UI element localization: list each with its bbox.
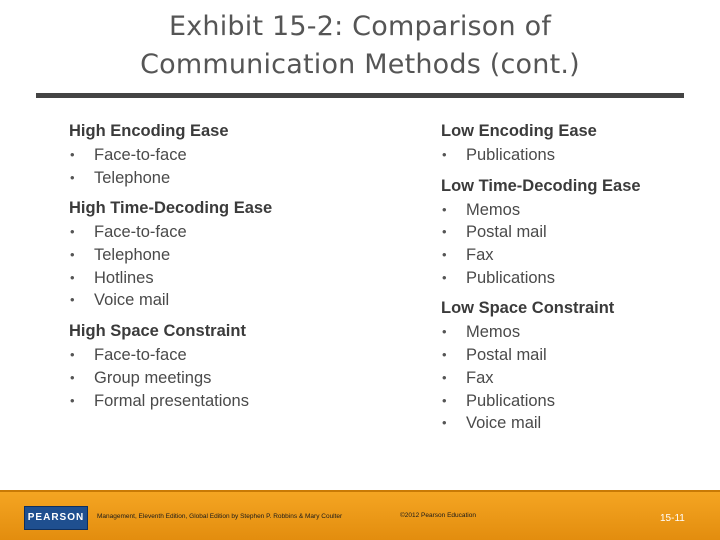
method-label: Telephone: [94, 168, 171, 187]
method-label: Telephone: [94, 246, 171, 265]
bullet-icon: •: [442, 201, 447, 217]
method-list-item: [69, 144, 272, 167]
method-list-item: [69, 344, 272, 367]
category-section: [441, 174, 641, 290]
page-number: 15-11: [660, 513, 685, 524]
bullet-icon: •: [442, 347, 447, 363]
category-heading: Low Encoding Ease: [441, 122, 597, 140]
method-label: Formal presentations: [94, 391, 249, 410]
method-label: Hotlines: [94, 268, 154, 287]
category-section: [441, 296, 641, 434]
title-divider: [36, 93, 684, 98]
bullet-icon: •: [70, 224, 75, 240]
method-label: Postal mail: [466, 223, 547, 242]
bullet-icon: •: [70, 369, 75, 385]
category-heading: High Encoding Ease: [69, 122, 229, 140]
method-label: Group meetings: [94, 368, 212, 387]
section-gap: [69, 189, 272, 196]
slide-title-line-1: Exhibit 15-2: Comparison of: [168, 11, 552, 42]
copyright-notice: ©2012 Pearson Education: [400, 512, 476, 519]
section-gap: [441, 167, 641, 174]
method-label: Voice mail: [466, 414, 542, 433]
method-list-item: [441, 344, 641, 367]
method-label: Face-to-face: [94, 346, 187, 365]
method-list-item: [69, 221, 272, 244]
category-heading: Low Space Constraint: [441, 299, 615, 318]
method-label: Memos: [466, 200, 521, 219]
method-label: Publications: [466, 391, 555, 410]
method-list-item: [441, 144, 641, 167]
method-list: [69, 344, 272, 412]
bullet-icon: •: [442, 324, 447, 340]
bullet-icon: •: [70, 247, 75, 263]
method-list-item: [69, 289, 272, 312]
category-section: [69, 196, 272, 312]
method-list: [69, 221, 272, 312]
bullet-icon: •: [442, 392, 447, 408]
book-credit: Management, Eleventh Edition, Global Edition by Stephen P. Robbins & Mary Coulter: [97, 513, 343, 520]
method-list-item: [69, 244, 272, 267]
method-list-item: [441, 367, 641, 390]
category-heading: Low Time-Decoding Ease: [441, 176, 641, 195]
method-list: [441, 199, 641, 290]
method-label: Postal mail: [466, 346, 547, 365]
method-label: Publications: [466, 268, 555, 287]
left-column: [69, 119, 272, 412]
method-label: Fax: [466, 368, 494, 387]
method-list-item: [441, 321, 641, 344]
method-label: Publications: [466, 146, 555, 164]
method-list-item: [441, 221, 641, 244]
method-label: Voice mail: [94, 291, 170, 310]
right-column: [441, 119, 641, 435]
section-gap: [69, 312, 272, 319]
bullet-icon: •: [70, 392, 75, 408]
pearson-logo: PEARSON: [24, 506, 88, 530]
bullet-icon: •: [70, 347, 75, 363]
method-list-item: [69, 167, 272, 190]
method-label: Memos: [466, 323, 521, 342]
bullet-icon: •: [442, 247, 447, 263]
bullet-icon: •: [70, 292, 75, 308]
category-section: [441, 119, 641, 167]
slide-title-line-2: Communication Methods (cont.): [140, 49, 580, 80]
method-list-item: [69, 267, 272, 290]
bullet-icon: •: [442, 147, 447, 162]
method-list-item: [441, 244, 641, 267]
category-heading: High Time-Decoding Ease: [69, 199, 273, 218]
method-list-item: [441, 390, 641, 413]
method-label: Face-to-face: [94, 223, 187, 242]
bullet-icon: •: [70, 147, 75, 162]
slide-title: [0, 8, 720, 84]
bullet-icon: •: [70, 269, 75, 285]
footer-divider: [0, 490, 720, 492]
bullet-icon: •: [70, 169, 75, 185]
bullet-icon: •: [442, 415, 447, 431]
bullet-icon: •: [442, 224, 447, 240]
category-heading: High Space Constraint: [69, 322, 246, 341]
method-label: Face-to-face: [94, 146, 187, 164]
method-list-item: [441, 412, 641, 435]
category-section: [69, 119, 272, 189]
method-list-item: [69, 390, 272, 413]
method-list-item: [69, 367, 272, 390]
method-list-item: [441, 267, 641, 290]
category-section: [69, 319, 272, 412]
bullet-icon: •: [442, 269, 447, 285]
method-list: [441, 321, 641, 434]
method-list: [69, 144, 272, 189]
method-label: Fax: [466, 246, 494, 265]
bullet-icon: •: [442, 369, 447, 385]
section-gap: [441, 289, 641, 296]
method-list-item: [441, 199, 641, 222]
method-list: [441, 144, 641, 167]
